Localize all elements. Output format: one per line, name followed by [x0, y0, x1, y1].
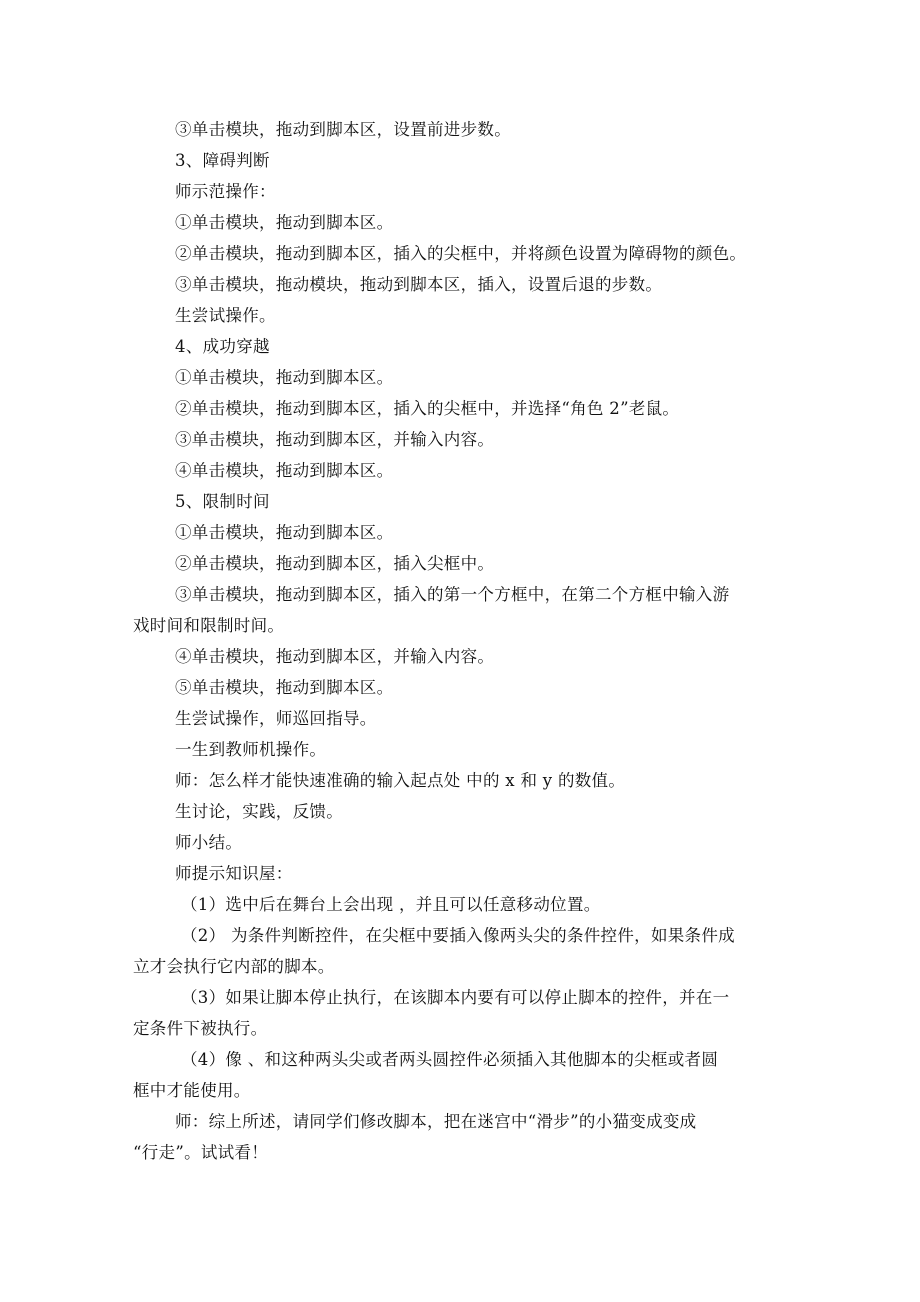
text-line: 师：怎么样才能快速准确的输入起点处 中的 x 和 y 的数值。 [175, 771, 626, 790]
text-line: （2） 为条件判断控件，在尖框中要插入像两头尖的条件控件，如果条件成 [181, 926, 735, 945]
text-line: ②单击模块，拖动到脚本区，插入的尖框中，并将颜色设置为障碍物的颜色。 [175, 244, 747, 263]
text-line: ②单击模块，拖动到脚本区，插入尖框中。 [175, 554, 495, 573]
text-line: 戏时间和限制时间。 [133, 616, 285, 635]
text-line: ①单击模块，拖动到脚本区。 [175, 213, 394, 232]
text-line: 生尝试操作。 [175, 306, 276, 325]
text-line: 师小结。 [175, 833, 243, 852]
text-line: ⑤单击模块，拖动到脚本区。 [175, 678, 394, 697]
text-line: （1）选中后在舞台上会出现 ，并且可以任意移动位置。 [181, 895, 601, 914]
text-line: 一生到教师机操作。 [175, 740, 327, 759]
text-line: （4）像 、和这种两头尖或者两头圆控件必须插入其他脚本的尖框或者圆 [181, 1050, 719, 1069]
text-line: ①单击模块，拖动到脚本区。 [175, 368, 394, 387]
text-line: 定条件下被执行。 [133, 1019, 268, 1038]
section-heading: 3、障碍判断 [175, 151, 270, 170]
section-heading: 4、成功穿越 [175, 337, 270, 356]
text-line: （3）如果让脚本停止执行，在该脚本内要有可以停止脚本的控件，并在一 [181, 988, 730, 1007]
text-line: ③单击模块，拖动到脚本区，插入的第一个方框中，在第二个方框中输入游 [175, 585, 730, 604]
section-heading: 5、限制时间 [175, 492, 270, 511]
text-line: ④单击模块，拖动到脚本区，并输入内容。 [175, 647, 495, 666]
text-line: ③单击模块，拖动模块，拖动到脚本区，插入，设置后退的步数。 [175, 275, 663, 294]
text-line: 师：综上所述，请同学们修改脚本，把在迷宫中“滑步”的小猫变成变成 [175, 1112, 697, 1131]
text-line: 立才会执行它内部的脚本。 [133, 957, 335, 976]
text-line: 生讨论，实践，反馈。 [175, 802, 343, 821]
text-line: 师提示知识屋： [175, 864, 293, 883]
text-line: 生尝试操作，师巡回指导。 [175, 709, 377, 728]
text-line: ③单击模块，拖动到脚本区，并输入内容。 [175, 430, 495, 449]
text-line: ①单击模块，拖动到脚本区。 [175, 523, 394, 542]
text-line: ④单击模块，拖动到脚本区。 [175, 461, 394, 480]
text-line: 师示范操作： [175, 182, 276, 201]
text-line: ②单击模块，拖动到脚本区，插入的尖框中，并选择“角色 2”老鼠。 [175, 399, 680, 418]
text-line: 框中才能使用。 [133, 1081, 251, 1100]
text-line: ③单击模块，拖动到脚本区，设置前进步数。 [175, 120, 511, 139]
text-line: “行走”。试试看！ [133, 1143, 269, 1162]
text-column [133, 114, 793, 1168]
